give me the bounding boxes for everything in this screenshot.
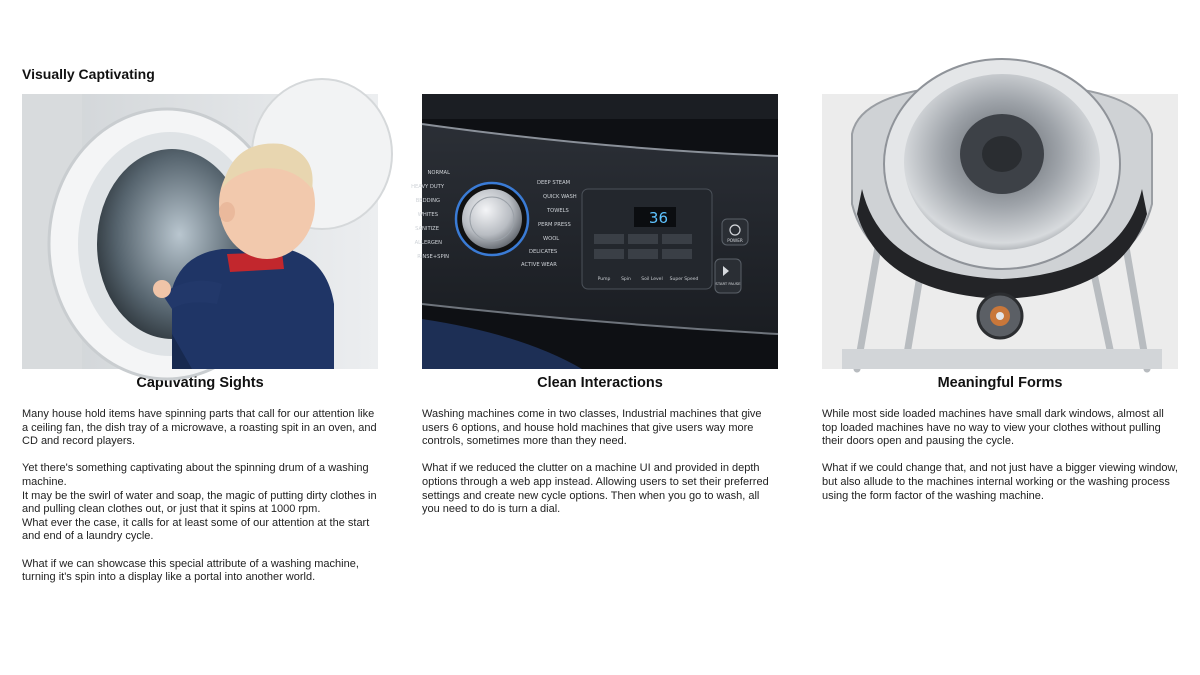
text-line: It may be the swirl of water and soap, the magic of putting dirty clothes in and pulling clean clothes out, or just that it spins at 1000 rpm. (22, 489, 377, 516)
cycle-label: RINSE+SPIN (417, 254, 449, 260)
cycle-label: WOOL (543, 236, 560, 242)
paragraph (422, 462, 778, 516)
cycle-label: SANITIZE (415, 226, 439, 232)
cycle-label: HEAVY DUTY (411, 184, 444, 190)
cycle-label: ACTIVE WEAR (521, 262, 557, 268)
text-line: What ever the case, it calls for at least some of our attention at the start and end of a laundry cycle. (22, 516, 370, 543)
cycle-label: PERM PRESS (538, 222, 571, 228)
display-readout: 36 (648, 209, 668, 227)
text-line: What if we could change that, and not just have a bigger viewing window, but also allude to the machines internal working or the washing process using the form factor of the washing machine. (822, 462, 1178, 502)
power-button-label: POWER (727, 238, 743, 243)
control-panel-illustration (411, 94, 778, 369)
paragraph (22, 462, 378, 544)
column-body-text (822, 408, 1178, 503)
text-line: Washing machines come in two classes, Industrial machines that give users 6 options, and house hold machines that give users way more controls, sometimes more than they need. (422, 408, 762, 448)
start-button-label: START PAUSE (715, 281, 741, 286)
paragraph (822, 462, 1178, 503)
text-line: Yet there's something captivating about the spinning drum of a washing machine. (22, 462, 369, 488)
column-clean-interactions (411, 94, 778, 530)
paragraph (22, 408, 378, 449)
text-line: What if we reduced the clutter on a machine UI and provided in depth options through a web app instead. Allowing users to set their preferred settings and create new cycle options. Then when you go to wash, all you need to do is turn a dial. (422, 462, 769, 516)
washer-drum-illustration (822, 94, 1178, 369)
paragraph (822, 408, 1178, 449)
cycle-label: BEDDING (415, 198, 440, 204)
column-heading: Captivating Sights (136, 375, 264, 391)
cycle-label: QUICK WASH (543, 194, 577, 200)
control-panel-photo (411, 94, 778, 369)
column-meaningful-forms (822, 94, 1178, 517)
baby-at-washer-photo (22, 94, 378, 369)
text-line: Many house hold items have spinning parts that call for our attention like a ceiling fan, the dish tray of a microwave, a roasting spit in an oven, and CD and record players. (22, 408, 377, 448)
cycle-label: NORMAL (427, 170, 450, 176)
option-label: Spin (621, 277, 631, 282)
washer-drum-photo (822, 94, 1178, 369)
column-body-text (22, 408, 378, 585)
paragraph (22, 558, 378, 585)
cycle-label: DELICATES (529, 249, 558, 255)
cycle-label: ALLERGEN (414, 240, 442, 246)
text-line: While most side loaded machines have small dark windows, almost all top loaded machines have no way to view your clothes without pulling their doors open and pausing the cycle. (822, 408, 1164, 448)
cycle-label: WHITES (417, 212, 438, 218)
column-body-text (422, 408, 778, 517)
column-heading: Meaningful Forms (937, 375, 1063, 391)
cycle-label: TOWELS (547, 208, 569, 214)
page-title: Visually Captivating (22, 66, 155, 82)
paragraph (422, 408, 778, 449)
column-captivating-sights (22, 94, 378, 598)
cycle-label: DEEP STEAM (537, 180, 571, 186)
option-label: Pump (597, 277, 611, 282)
option-label: Soil Level (641, 277, 663, 282)
baby-at-washer-illustration (22, 94, 378, 369)
option-label: Super Speed (669, 277, 699, 282)
column-heading: Clean Interactions (537, 375, 663, 391)
text-line: What if we can showcase this special attribute of a washing machine, turning it's spin into a display like a portal into another world. (22, 557, 359, 584)
